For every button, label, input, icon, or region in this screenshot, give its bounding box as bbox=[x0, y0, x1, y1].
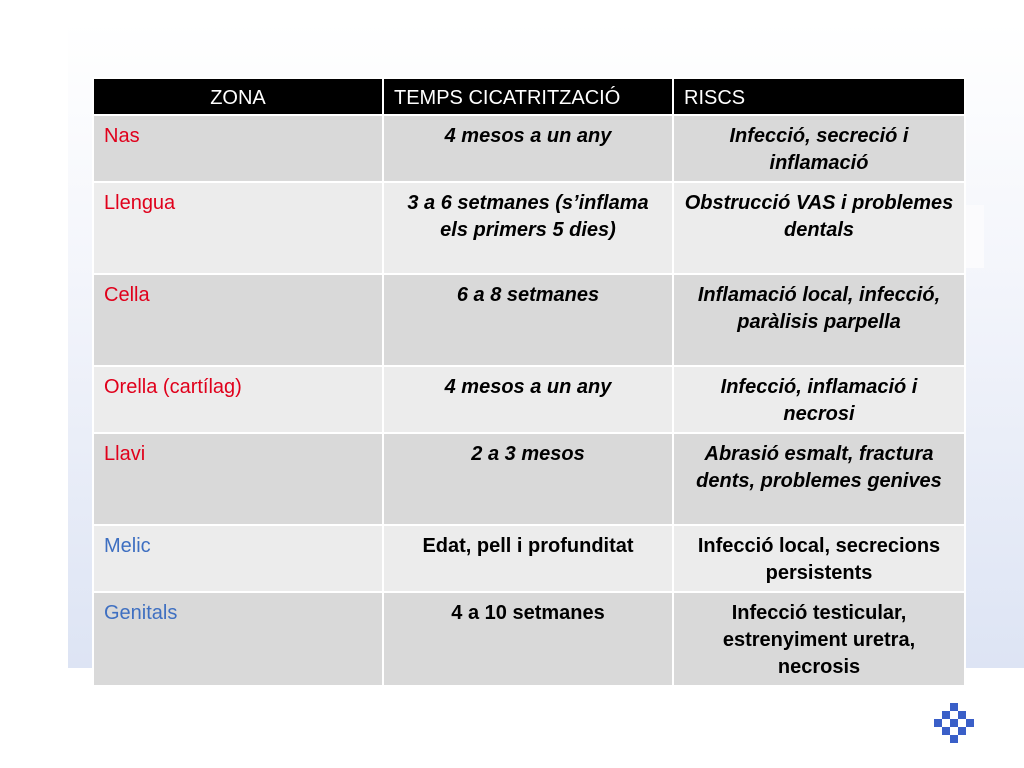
zona-cell: Genitals bbox=[93, 592, 383, 686]
riscs-cell: Inflamació local, infecció, paràlisis parpella bbox=[673, 274, 965, 366]
header-riscs: RISCS bbox=[673, 78, 965, 115]
header-zona: ZONA bbox=[93, 78, 383, 115]
temps-cell: 4 mesos a un any bbox=[383, 115, 673, 182]
riscs-cell: Obstrucció VAS i problemes dentals bbox=[673, 182, 965, 274]
riscs-cell: Infecció local, secrecions persistents bbox=[673, 525, 965, 592]
table-header-row bbox=[93, 78, 965, 115]
zona-cell: Orella (cartílag) bbox=[93, 366, 383, 433]
healing-table bbox=[92, 77, 966, 687]
zona-cell: Nas bbox=[93, 115, 383, 182]
temps-cell: 6 a 8 setmanes bbox=[383, 274, 673, 366]
riscs-cell: Infecció testicular, estrenyiment uretra, necrosis bbox=[673, 592, 965, 686]
temps-cell: 4 mesos a un any bbox=[383, 366, 673, 433]
zona-cell: Llavi bbox=[93, 433, 383, 525]
temps-cell: Edat, pell i profunditat bbox=[383, 525, 673, 592]
table-row bbox=[93, 525, 965, 592]
table-row bbox=[93, 433, 965, 525]
riscs-cell: Abrasió esmalt, fractura dents, problemes genives bbox=[673, 433, 965, 525]
riscs-cell: Infecció, inflamació i necrosi bbox=[673, 366, 965, 433]
table-row bbox=[93, 366, 965, 433]
temps-cell: 2 a 3 mesos bbox=[383, 433, 673, 525]
zona-cell: Melic bbox=[93, 525, 383, 592]
table-row bbox=[93, 592, 965, 686]
table-row bbox=[93, 274, 965, 366]
header-temps: TEMPS CICATRITZACIÓ bbox=[383, 78, 673, 115]
table-row bbox=[93, 182, 965, 274]
temps-cell: 4 a 10 setmanes bbox=[383, 592, 673, 686]
zona-cell: Cella bbox=[93, 274, 383, 366]
riscs-cell: Infecció, secreció i inflamació bbox=[673, 115, 965, 182]
table-row bbox=[93, 115, 965, 182]
zona-cell: Llengua bbox=[93, 182, 383, 274]
temps-cell: 3 a 6 setmanes (s’inflama els primers 5 dies) bbox=[383, 182, 673, 274]
cross-pattern-logo-icon bbox=[934, 703, 974, 743]
